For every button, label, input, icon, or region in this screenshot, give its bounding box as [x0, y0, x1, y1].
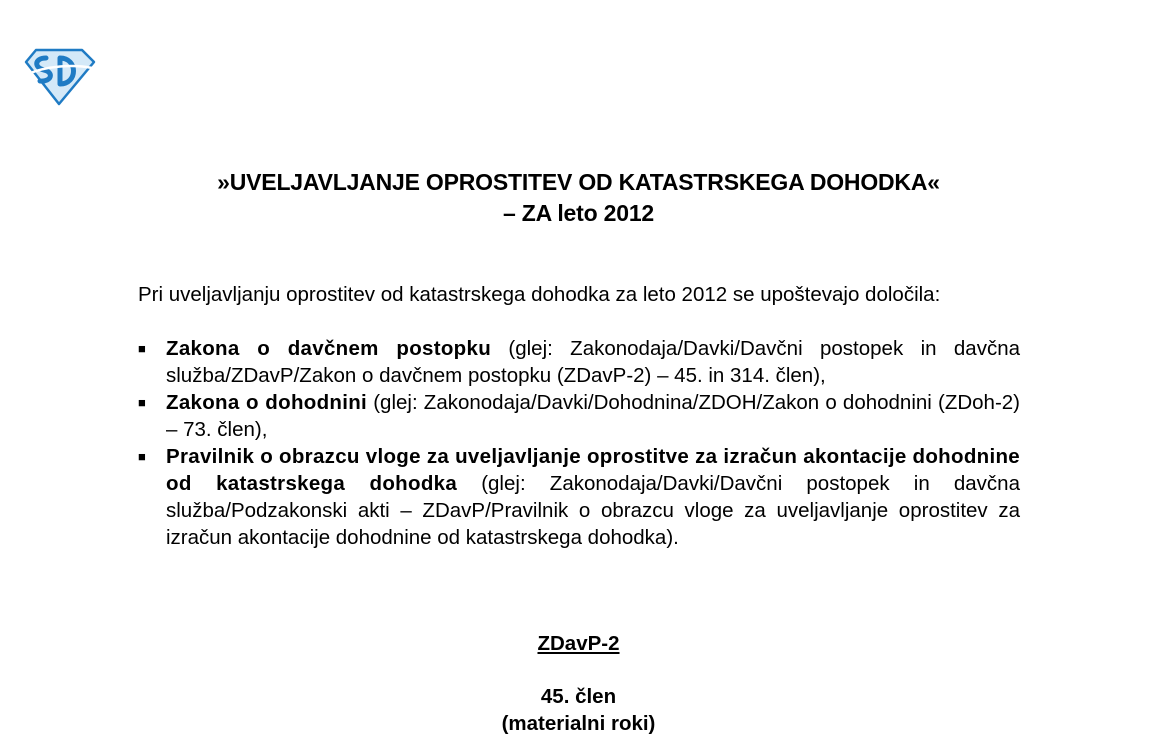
- article-subtitle: (materialni roki): [501, 712, 656, 735]
- law-name: Zakona o dohodnini: [166, 391, 368, 414]
- list-item: [138, 389, 1020, 443]
- title-line-1: »UVELJAVLJANJE OPROSTITEV OD KATASTRSKEGA DOHODKA«: [217, 169, 940, 195]
- section-heading: ZDavP-2: [537, 632, 620, 655]
- title-line-2: – ZA leto 2012: [502, 200, 655, 226]
- square-bullet-icon: ■: [138, 395, 146, 410]
- law-name: Zakona o davčnem postopku: [166, 337, 492, 360]
- law-reference: (glej: Zakonodaja/Davki/Dohodnina/ZDOH/Zakon o dohodnini (ZDoh-2) – 73. člen),: [166, 391, 1020, 441]
- regulation-list: [138, 335, 1020, 551]
- list-item: [138, 335, 1020, 389]
- law-reference: (glej: Zakonodaja/Davki/Davčni postopek in davčna služba/Podzakonski akti – ZDavP/Pravilnik o obrazcu vloge za uveljavljanje oprostitev za izračun akontacije dohodnine od katastrskega dohodka).: [166, 472, 1020, 549]
- document-title: [0, 167, 1157, 229]
- square-bullet-icon: ■: [138, 341, 146, 356]
- article-number: 45. člen: [540, 685, 617, 708]
- intro-paragraph: Pri uveljavljanju oprostitev od katastrskega dohodka za leto 2012 se upoštevajo določila:: [138, 283, 941, 306]
- law-reference: (glej: Zakonodaja/Davki/Davčni postopek in davčna služba/ZDavP/Zakon o davčnem postopku (ZDavP-2) – 45. in 314. člen),: [166, 337, 1020, 387]
- list-item: [138, 443, 1020, 551]
- square-bullet-icon: ■: [138, 449, 146, 464]
- law-name: Pravilnik o obrazcu vloge za uveljavljanje oprostitve za izračun akontacije dohodnine od katastrskega dohodka: [166, 445, 1020, 495]
- logo-icon: [22, 48, 96, 106]
